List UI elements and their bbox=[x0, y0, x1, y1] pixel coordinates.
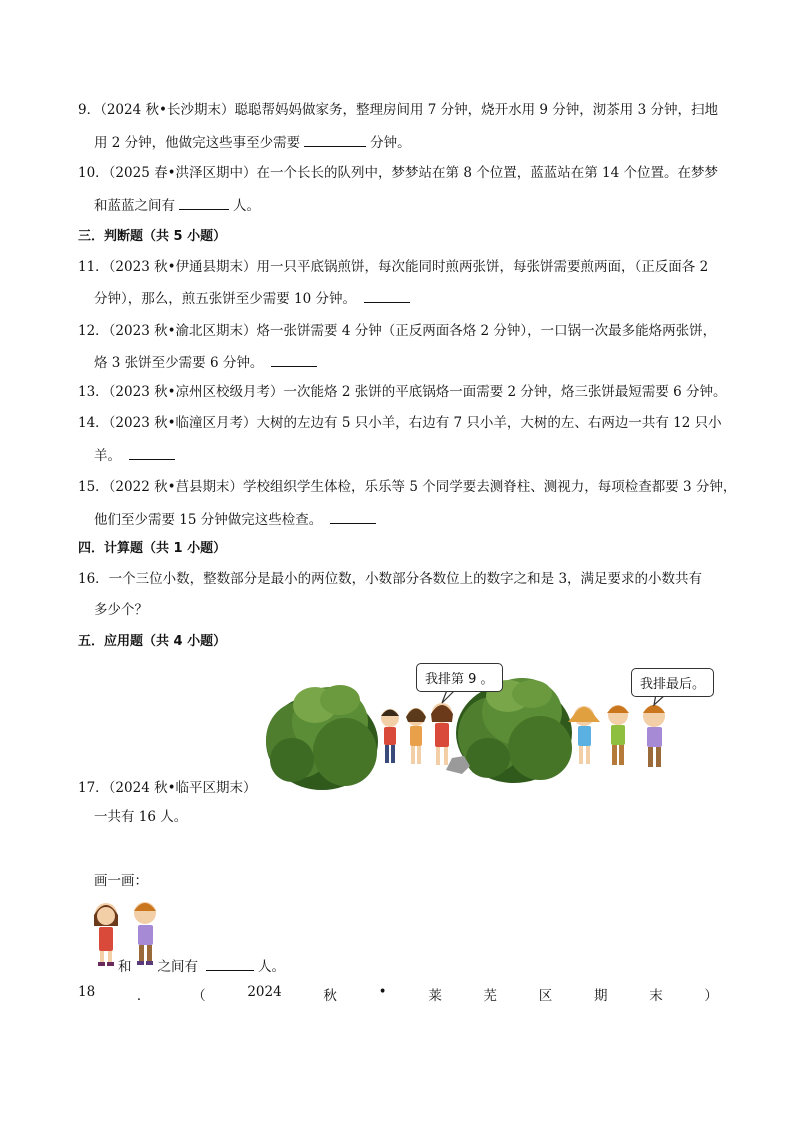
q18-char: 期 bbox=[593, 988, 608, 1004]
q17-total: 一共有 16 人。 bbox=[94, 809, 188, 825]
q9-line1: 9．（2024 秋•长沙期末）聪聪帮妈妈做家务，整理房间用 7 分钟，烧开水用 9 分钟，沏茶用 3 分钟，扫地 bbox=[78, 102, 718, 118]
q17-answer-blank[interactable] bbox=[206, 956, 254, 971]
q17-draw-label: 画一画： bbox=[94, 873, 148, 889]
section-4-heading: 四．计算题（共 1 小题） bbox=[78, 541, 227, 556]
q18-char: 区 bbox=[538, 988, 553, 1004]
q16-line1: 16．一个三位小数，整数部分是最小的两位数，小数部分各数位上的数字之和是 3，满足要求的小数共有 bbox=[78, 571, 703, 587]
kid-6-icon bbox=[643, 705, 665, 767]
q16-line2: 多少个？ bbox=[94, 602, 148, 618]
q18-char: 芜 bbox=[483, 988, 498, 1004]
q9-text-b: 分钟。 bbox=[370, 135, 411, 151]
speech-bubble-ninth: 我排第 9 。 bbox=[416, 663, 503, 692]
q9-text-a: 用 2 分钟，他做完这些事至少需要 bbox=[94, 135, 301, 151]
q12-line1: 12．（2023 秋•渝北区期末）烙一张饼需要 4 分钟（正反两面各烙 2 分钟），一口锅一次最多能烙两张饼， bbox=[78, 323, 717, 339]
q17-and: 和 bbox=[118, 959, 132, 975]
kid-4-icon bbox=[568, 706, 600, 764]
right-bush bbox=[456, 678, 572, 783]
speech-bubble-last: 我排最后。 bbox=[631, 668, 714, 697]
q13-line1: 13．（2023 秋•凉州区校级月考）一次能烙 2 张饼的平底锅烙一面需要 2 分钟，烙三张饼最短需要 6 分钟。 bbox=[78, 384, 727, 400]
q17-answer-line bbox=[118, 956, 285, 976]
small-girl-icon bbox=[94, 903, 118, 966]
q18-char: 18 bbox=[78, 984, 96, 1000]
q18-char: （ bbox=[192, 988, 206, 1004]
section-5-heading: 五．应用题（共 4 小题） bbox=[78, 634, 227, 649]
kid-3-icon bbox=[431, 703, 453, 765]
q11-text: 分钟），那么，煎五张饼至少需要 10 分钟。 bbox=[94, 291, 357, 307]
q15-line1: 15．（2022 秋•莒县期末）学校组织学生体检，乐乐等 5 个同学要去测脊柱、测视力，每项检查都要 3 分钟， bbox=[78, 479, 737, 495]
q17-source: 17．（2024 秋•临平区期末） bbox=[78, 780, 257, 796]
q14-line1: 14．（2023 秋•临潼区月考）大树的左边有 5 只小羊，右边有 7 只小羊，大树的左、右两边一共有 12 只小 bbox=[78, 415, 722, 431]
kid-5-icon bbox=[607, 705, 629, 765]
q12-text: 烙 3 张饼至少需要 6 分钟。 bbox=[94, 355, 264, 371]
q10-text-a: 和蓝蓝之间有 bbox=[94, 198, 175, 214]
kid-2-icon bbox=[406, 708, 426, 764]
q18-char: 2024 bbox=[247, 984, 282, 1000]
q18-header bbox=[78, 984, 718, 1004]
q18-char: • bbox=[378, 984, 387, 1000]
q17-between: 之间有 bbox=[157, 959, 198, 975]
q18-char: ． bbox=[136, 988, 151, 1004]
kid-1-icon bbox=[381, 709, 399, 763]
q17-unit: 人。 bbox=[258, 959, 285, 975]
left-bush bbox=[266, 685, 378, 790]
q18-char: ） bbox=[704, 988, 718, 1004]
q18-char: 莱 bbox=[428, 988, 442, 1004]
q14-text: 羊。 bbox=[94, 448, 121, 464]
section-3-heading: 三．判断题（共 5 小题） bbox=[78, 229, 227, 244]
q15-text: 他们至少需要 15 分钟做完这些检查。 bbox=[94, 512, 323, 528]
q10-text-b: 人。 bbox=[233, 198, 260, 214]
q18-char: 秋 bbox=[323, 988, 337, 1004]
q18-char: 末 bbox=[649, 988, 663, 1004]
q11-line1: 11．（2023 秋•伊通县期末）用一只平底锅煎饼，每次能同时煎两张饼，每张饼需要煎两面，（正反面各 2 bbox=[78, 259, 709, 275]
q10-line1: 10．（2025 春•洪泽区期中）在一个长长的队列中，梦梦站在第 8 个位置，蓝蓝站在第 14 个位置。在梦梦 bbox=[78, 165, 718, 181]
